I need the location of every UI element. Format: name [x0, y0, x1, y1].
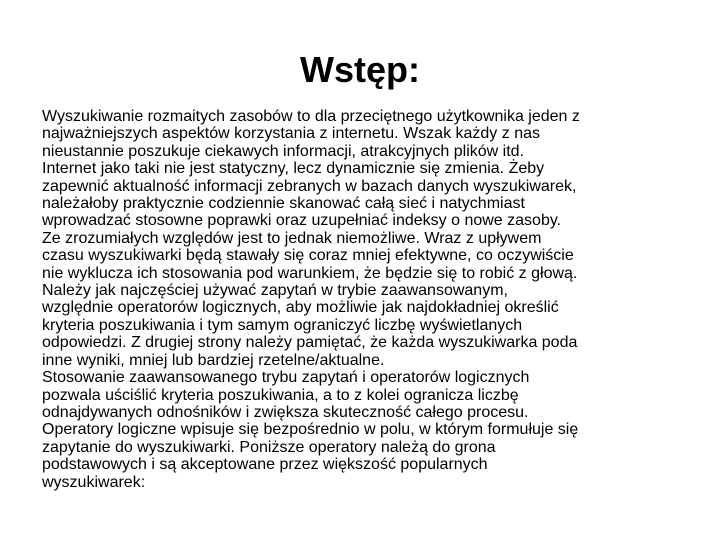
slide-body	[42, 108, 682, 491]
text-line: Operatory logiczne wpisuje się bezpośrednio w polu, w którym formułuje się	[42, 421, 579, 439]
text-line: wprowadzać stosowne poprawki oraz uzupełniać indeksy o nowe zasoby.	[42, 212, 562, 230]
text-line: najważniejszych aspektów korzystania z internetu. Wszak każdy z nas	[42, 125, 540, 143]
text-line: inne wyniki, mniej lub bardziej rzetelne/aktualne.	[42, 351, 385, 369]
text-line: Należy jak najczęściej używać zapytań w trybie zaawansowanym,	[42, 282, 508, 300]
text-line: kryteria poszukiwania i tym samym ograniczyć liczbę wyświetlanych	[42, 316, 523, 334]
text-line: względnie operatorów logicznych, aby możliwie jak najdokładniej określić	[42, 299, 559, 317]
text-line: odpowiedzi. Z drugiej strony należy pamiętać, że każda wyszukiwarka poda	[42, 334, 578, 352]
text-line: nieustannie poszukuje ciekawych informacji, atrakcyjnych plików itd.	[42, 142, 524, 160]
body-paragraph	[42, 108, 682, 491]
text-line: należałoby praktycznie codziennie skanować całą sieć i natychmiast	[42, 195, 525, 213]
text-line: odnajdywanych odnośników i zwiększa skuteczność całego procesu.	[42, 403, 529, 421]
slide-title: Wstęp:	[300, 49, 420, 90]
text-line: Stosowanie zaawansowanego trybu zapytań i operatorów logicznych	[42, 369, 530, 387]
text-line: Ze zrozumiałych względów jest to jednak niemożliwe. Wraz z upływem	[42, 229, 542, 247]
text-line: zapewnić aktualność informacji zebranych w bazach danych wyszukiwarek,	[42, 177, 577, 195]
text-line: Internet jako taki nie jest statyczny, lecz dynamicznie się zmienia. Żeby	[42, 160, 545, 178]
text-line: Wyszukiwanie rozmaitych zasobów to dla przeciętnego użytkownika jeden z	[42, 108, 580, 125]
text-line: nie wyklucza ich stosowania pod warunkiem, że będzie się to robić z głową.	[42, 264, 578, 282]
text-line: pozwala uściślić kryteria poszukiwania, a to z kolei ogranicza liczbę	[42, 386, 519, 404]
text-line: podstawowych i są akceptowane przez większość popularnych	[42, 456, 488, 474]
text-line: wyszukiwarek:	[42, 473, 146, 491]
text-line: czasu wyszukiwarki będą stawały się coraz mniej efektywne, co oczywiście	[42, 247, 574, 265]
text-line: zapytanie do wyszukiwarki. Poniższe operatory należą do grona	[42, 438, 496, 456]
